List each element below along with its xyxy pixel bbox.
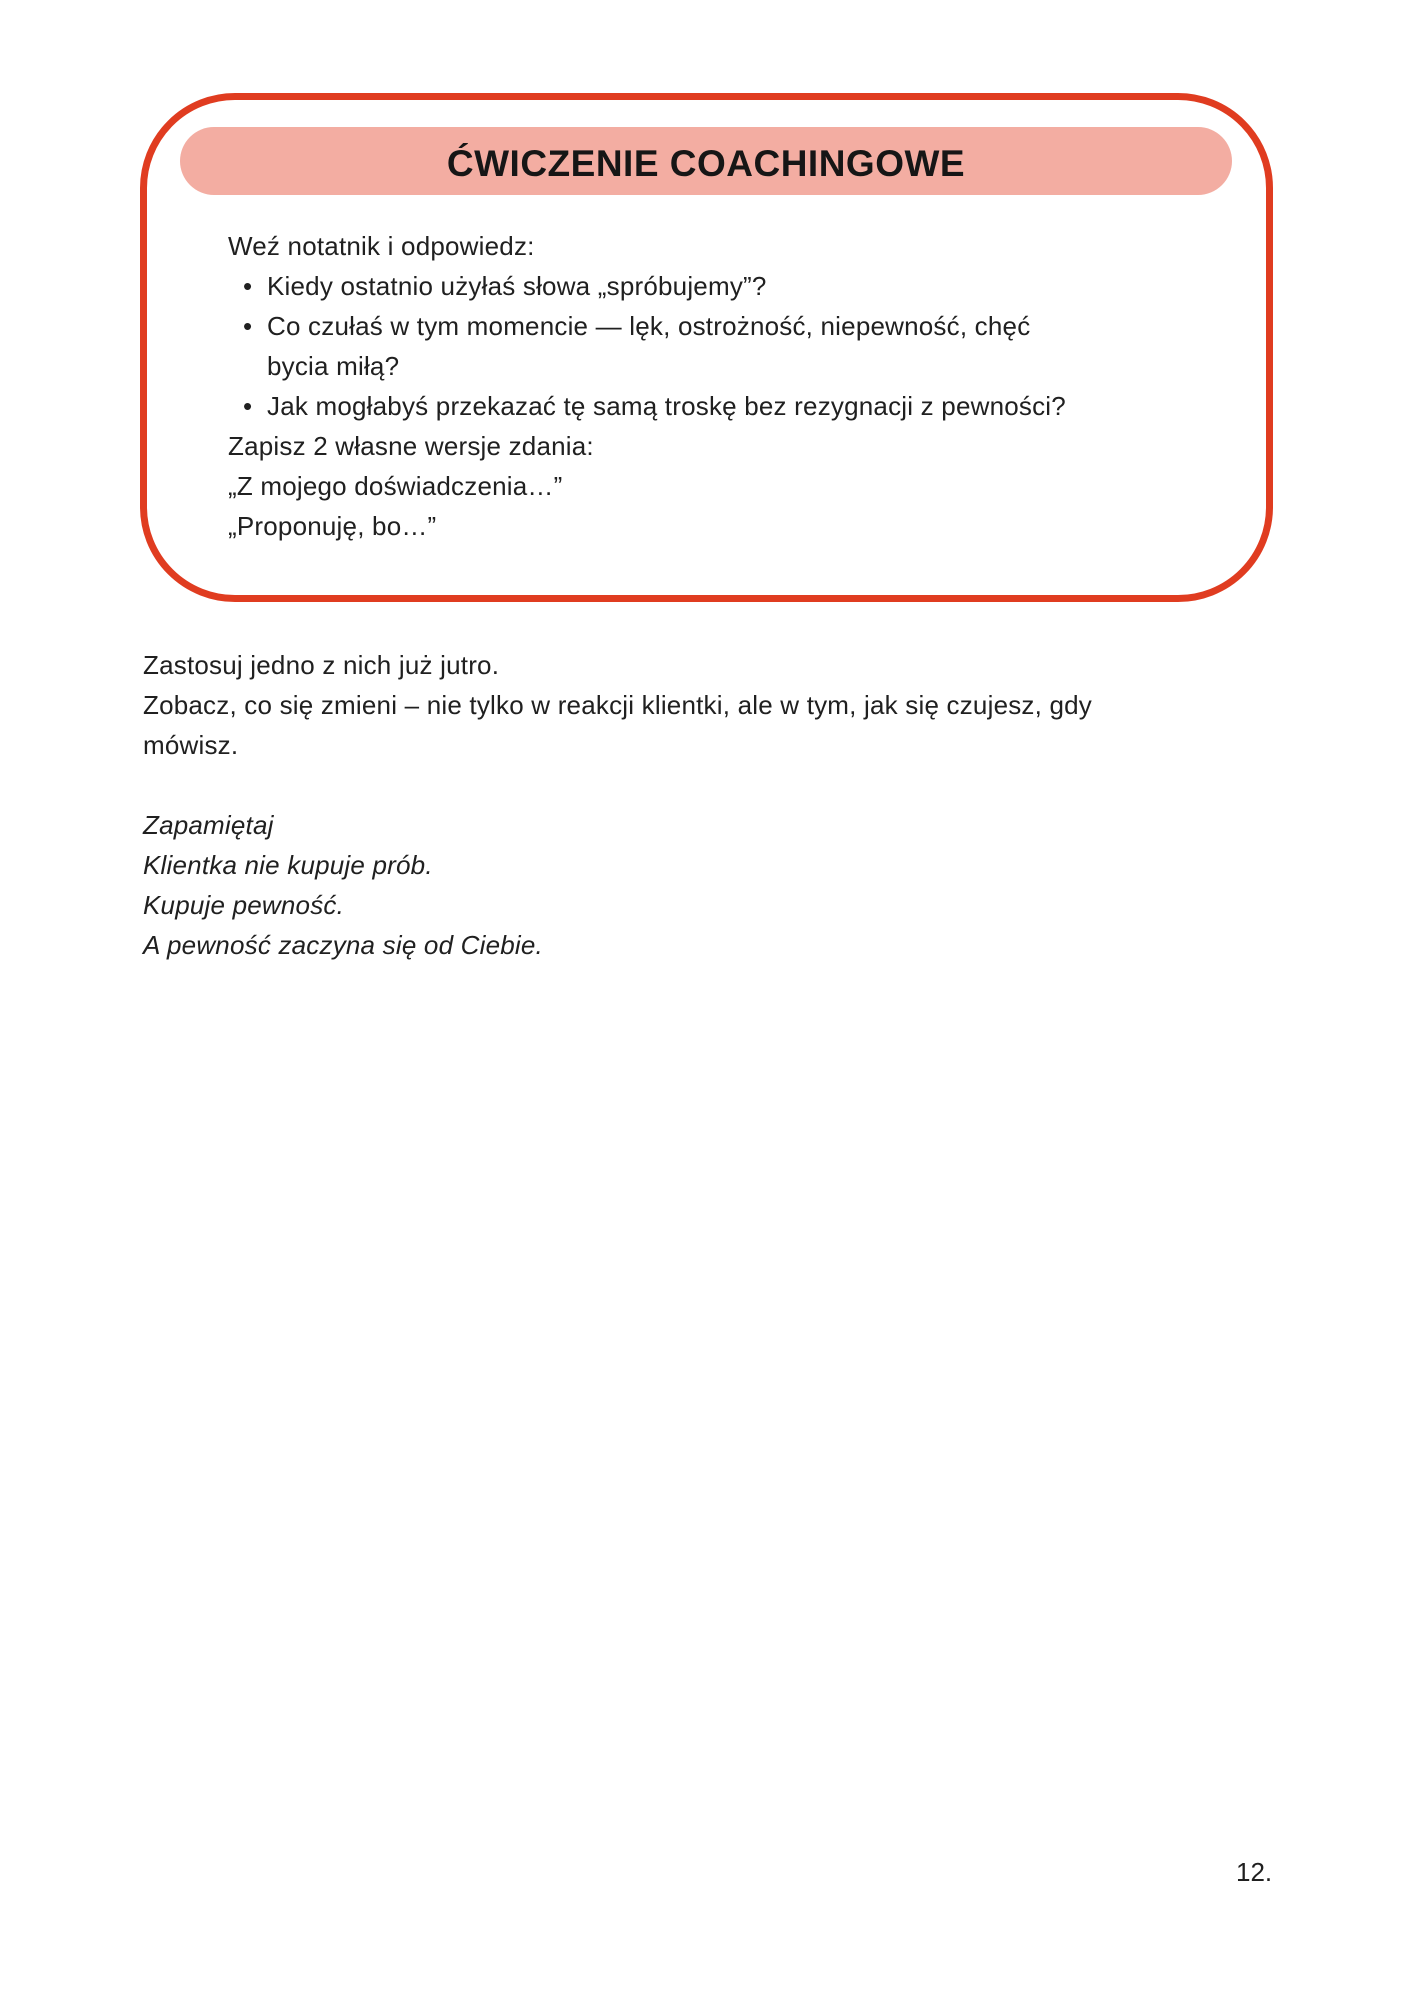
application-paragraph (143, 645, 1092, 765)
bullet-item (267, 386, 1226, 426)
exercise-header-pill (180, 127, 1232, 195)
paragraph-line: Zobacz, co się zmieni – nie tylko w reakcji klientki, ale w tym, jak się czujesz, gdy (143, 690, 1093, 720)
bullet-line: • Co czułaś w tym momencie — lęk, ostrożność, niepewność, chęć (267, 311, 1031, 341)
reminder-line: A pewność zaczyna się od Ciebie. (143, 930, 543, 960)
exercise-task-line: Zapisz 2 własne wersje zdania: (228, 431, 594, 461)
exercise-sentence-template: „Proponuję, bo…” (228, 511, 437, 541)
exercise-title: ĆWICZENIE COACHINGOWE (446, 142, 966, 184)
exercise-intro: Weź notatnik i odpowiedz: (228, 231, 535, 261)
exercise-sentence-template: „Z mojego doświadczenia…” (228, 471, 563, 501)
reminder-block (143, 805, 543, 965)
bullet-line: • Jak mogłabyś przekazać tę samą troskę bez rezygnacji z pewności? (267, 391, 1066, 421)
page-number: 12. (1236, 1857, 1273, 1887)
bullet-line: • Kiedy ostatnio użyłaś słowa „spróbujemy”? (267, 271, 767, 301)
reminder-heading: Zapamiętaj (143, 810, 274, 840)
exercise-bullet-list (228, 266, 1226, 426)
bullet-line: bycia miłą? (267, 351, 400, 381)
reminder-line: Kupuje pewność. (143, 890, 345, 920)
bullet-item (267, 306, 1226, 386)
bullet-item (267, 266, 1226, 306)
coaching-exercise-box (140, 93, 1273, 602)
reminder-line: Klientka nie kupuje prób. (143, 850, 433, 880)
paragraph-line: mówisz. (143, 730, 239, 760)
exercise-content (228, 226, 1226, 546)
paragraph-line: Zastosuj jedno z nich już jutro. (143, 650, 500, 680)
